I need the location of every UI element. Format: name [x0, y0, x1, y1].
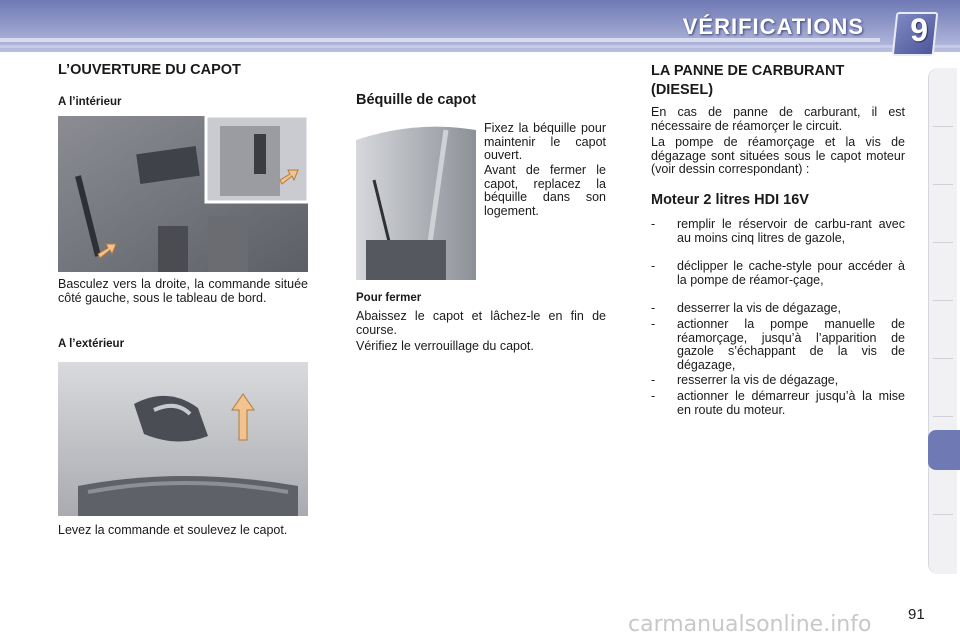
- tab-divider: [933, 242, 953, 243]
- interior-release-photo: [58, 116, 308, 272]
- tab-divider: [933, 126, 953, 127]
- list-item: - remplir le réservoir de carbu-rant avec au moins cinq litres de gazole,: [651, 217, 905, 245]
- chapter-title: VÉRIFICATIONS: [682, 14, 864, 39]
- header-stripe: [0, 45, 960, 48]
- step-text: remplir le réservoir de carbu-rant avec au moins cinq litres de gazole,: [677, 217, 905, 245]
- prop-instructions-2: Avant de fermer le capot, replacez la béquille dans son logement.: [484, 163, 606, 218]
- step-text: déclipper le cache-style pour accéder à la pompe de réamor-çage,: [677, 259, 905, 287]
- list-item: - desserrer la vis de dégazage,: [651, 302, 905, 316]
- chapter-header: [0, 0, 960, 52]
- list-item: - actionner la pompe manuelle de réamorçage, jusqu’à l’apparition de gazole s’échappant de la vis de dégazage,: [651, 317, 905, 372]
- subheading-inside: A l’intérieur: [58, 96, 122, 108]
- fuel-intro-1: En cas de panne de carburant, il est nécessaire de réamorçer le circuit.: [651, 105, 905, 133]
- inside-instructions: Basculez vers la droite, la commande située côté gauche, sous le tableau de bord.: [58, 277, 308, 305]
- exterior-release-photo: [58, 362, 308, 516]
- step-text: desserrer la vis de dégazage,: [677, 301, 841, 315]
- hood-prop-photo: [356, 120, 476, 280]
- tab-divider: [933, 416, 953, 417]
- outside-instructions: Levez la commande et soulevez le capot.: [58, 523, 288, 537]
- step-text: actionner la pompe manuelle de réamorçage, jusqu’à l’apparition de gazole s’échappant de la vis de dégazage,: [677, 317, 905, 372]
- chapter-tab-active[interactable]: [928, 430, 960, 470]
- arrow-icon: [278, 166, 300, 186]
- arrow-icon: [96, 240, 118, 260]
- section-title-fuel-failure: LA PANNE DE CARBURANT (DIESEL): [651, 63, 845, 98]
- section-title-hood-prop: Béquille de capot: [356, 92, 477, 108]
- tab-divider: [933, 514, 953, 515]
- subheading-outside: A l’extérieur: [58, 338, 125, 350]
- closing-instructions-2: Vérifiez le verrouillage du capot.: [356, 339, 534, 353]
- step-text: resserrer la vis de dégazage,: [677, 373, 839, 387]
- arrow-icon: [230, 392, 256, 442]
- tab-divider: [933, 184, 953, 185]
- engine-heading: Moteur 2 litres HDI 16V: [651, 192, 809, 208]
- list-item: - actionner le démarreur jusqu’à la mise en route du moteur.: [651, 389, 905, 417]
- step-text: actionner le démarreur jusqu’à la mise en route du moteur.: [677, 389, 905, 417]
- list-item: - resserrer la vis de dégazage,: [651, 374, 905, 388]
- closing-instructions-1: Abaissez le capot et lâchez-le en fin de course.: [356, 309, 606, 337]
- tab-divider: [933, 358, 953, 359]
- subheading-closing: Pour fermer: [356, 292, 422, 304]
- fuel-intro-2: La pompe de réamorçage et la vis de dégazage sont situées sous le capot moteur (voir dessin correspondant) :: [651, 135, 905, 176]
- chapter-tab-bar: [928, 68, 957, 574]
- tab-divider: [933, 300, 953, 301]
- page-number: 91: [908, 606, 925, 623]
- chapter-number: 9: [910, 12, 928, 48]
- section-title-hood-opening: L’OUVERTURE DU CAPOT: [58, 62, 241, 78]
- prop-instructions-1: Fixez la béquille pour maintenir le capot ouvert.: [484, 121, 606, 162]
- watermark: carmanualsonline.info: [628, 612, 872, 637]
- list-item: - déclipper le cache-style pour accéder à la pompe de réamor-çage,: [651, 259, 905, 287]
